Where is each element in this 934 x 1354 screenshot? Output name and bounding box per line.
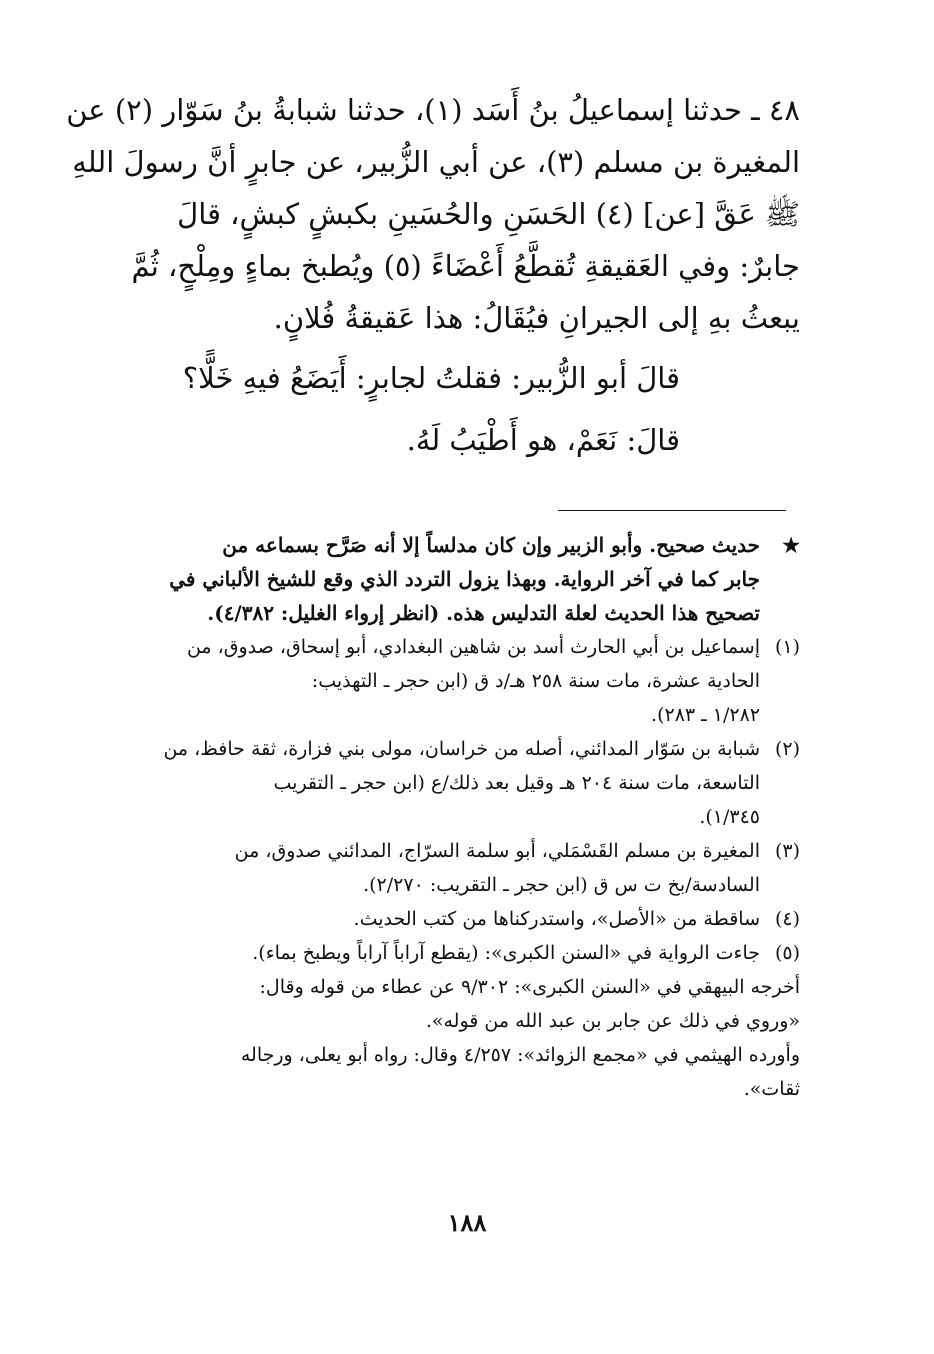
footnote-number: (٣) — [774, 840, 800, 862]
hadith-line-3: ﷺ عَقَّ [عن] (٤) الحَسَنِ والحُسَينِ بكبشٍ كبشٍ، قالَ — [177, 197, 800, 231]
footnote-4 — [100, 902, 800, 936]
footnote-line: تصحيح هذا الحديث لعلة التدليس هذه. (انظر إرواء الغليل: ٤/٣٨٢). — [207, 601, 760, 625]
footnote-line: ١/٢٨٢ ـ ٢٨٣). — [651, 704, 760, 726]
footnote-line: ثقات». — [743, 1078, 800, 1100]
hadith-line-4: جابرٌ: وفي العَقيقةِ تُقطَّعُ أَعْضَاءً (٥) ويُطبخ بماءٍ ومِلْحٍ، ثُمَّ — [131, 249, 800, 283]
footnote-line: ١/٣٤٥). — [699, 806, 760, 828]
footnote-3 — [100, 834, 800, 902]
footnote-line: «وروي في ذلك عن جابر بن عبد الله من قوله». — [425, 1010, 800, 1032]
footnote-number: (٤) — [774, 908, 800, 930]
hadith-line-2: المغيرة بن مسلم (٣)، عن أبي الزُّبير، عن جابرٍ أنَّ رسولَ اللهِ — [72, 145, 800, 179]
footnote-number: (١) — [774, 636, 800, 658]
footnote-5-extra-bayhaqi — [100, 970, 800, 1038]
footnote-1 — [100, 630, 800, 732]
footnote-number: (٢) — [774, 738, 800, 760]
footnote-line: حديث صحيح. وأبو الزبير وإن كان مدلساً إلا أنه صَرَّح بسماعه من — [222, 533, 760, 557]
star-marker: ★ — [782, 533, 800, 557]
footnote-2 — [100, 732, 800, 834]
footnote-line: شبابة بن سَوّار المدائني، أصله من خراسان، مولى بني فزارة، ثقة حافظ، من — [163, 738, 760, 760]
footnote-grading — [100, 528, 800, 630]
hadith-text — [66, 84, 800, 344]
footnotes — [100, 528, 800, 1106]
hadith-line-1: ٤٨ ـ حدثنا إسماعيلُ بنُ أَسَد (١)، حدثنا شبابةُ بنُ سَوّار (٢) عن — [66, 93, 800, 127]
hadith-line-5: يبعثُ بهِ إلى الجيرانِ فيُقَالُ: هذا عَقيقةُ فُلانٍ. — [273, 301, 800, 335]
footnote-line: المغيرة بن مسلم القَسْمَلي، أبو سلمة السرّاج، المدائني صدوق، من — [234, 840, 760, 862]
footnote-number: (٥) — [774, 942, 800, 964]
footnote-5-extra-haythami — [100, 1038, 800, 1106]
hadith-answer: قالَ: نَعَمْ، هو أَطْيَبُ لَهُ. — [406, 423, 680, 457]
footnote-line: أخرجه البيهقي في «السنن الكبرى»: ٩/٣٠٢ عن عطاء من قوله وقال: — [259, 976, 800, 998]
footnote-line: السادسة/بخ ت س ق (ابن حجر ـ التقريب: ٢/٢٧٠). — [363, 874, 760, 896]
footnote-line: وأورده الهيثمي في «مجمع الزوائد»: ٤/٢٥٧ وقال: رواه أبو يعلى، ورجاله — [240, 1044, 800, 1066]
footnote-line: التاسعة، مات سنة ٢٠٤ هـ وقيل بعد ذلك/ع (ابن حجر ـ التقريب — [273, 772, 760, 794]
footnote-line: ساقطة من «الأصل»، واستدركناها من كتب الحديث. — [353, 908, 760, 930]
hadith-block — [66, 84, 800, 468]
footnote-line: الحادية عشرة، مات سنة ٢٥٨ هـ/د ق (ابن حجر ـ التهذيب: — [311, 670, 760, 692]
footnote-separator — [558, 510, 786, 511]
footnote-line: إسماعيل بن أبي الحارث أسد بن شاهين البغدادي، أبو إسحاق، صدوق، من — [186, 636, 760, 658]
footnote-line: جاءت الرواية في «السنن الكبرى»: (يقطع آراباً آراباً ويطبخ بماء). — [252, 942, 760, 964]
footnote-line: جابر كما في آخر الرواية. وبهذا يزول التردد الذي وقع للشيخ الألباني في — [169, 567, 760, 591]
page-number: ١٨٨ — [447, 1208, 487, 1237]
footnote-5 — [100, 936, 800, 970]
hadith-question: قالَ أبو الزُّبير: فقلتُ لجابرٍ: أَيَضَعُ فيهِ خَلًّا؟ — [182, 361, 680, 395]
